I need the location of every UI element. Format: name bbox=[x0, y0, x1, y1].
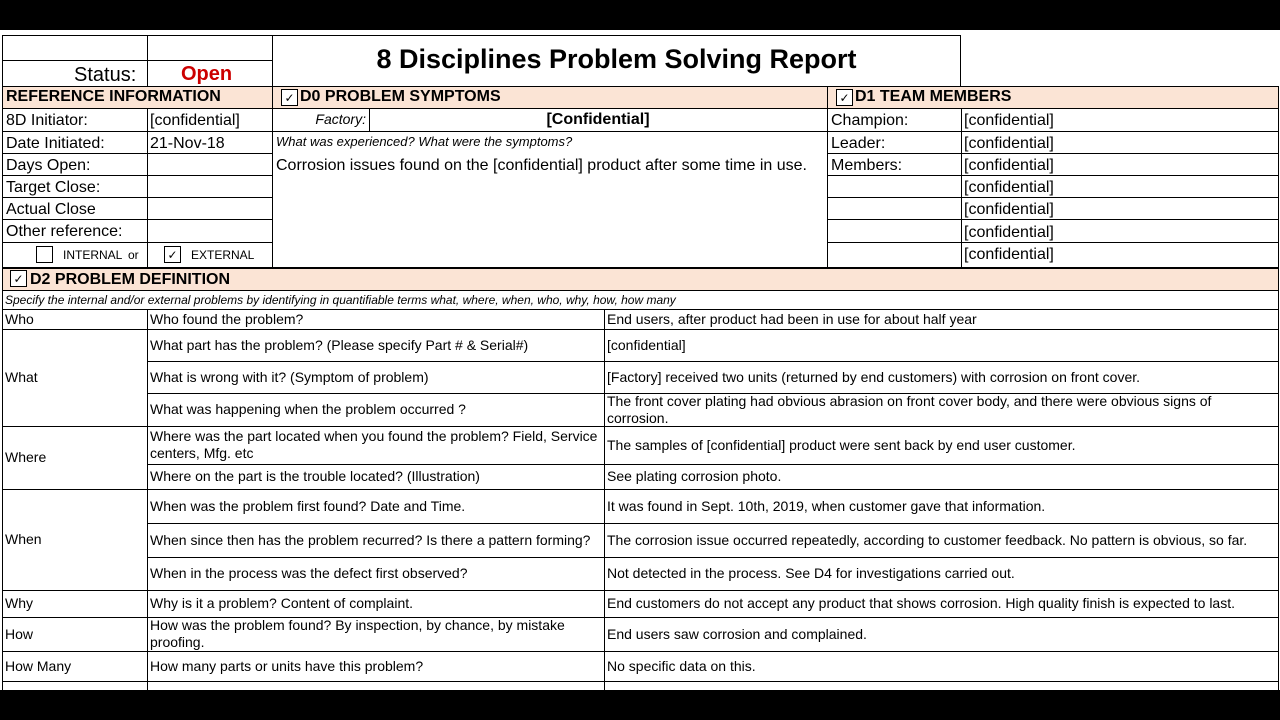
d2-question-when-recurred: When since then has the problem recurred? Is there a pattern forming? bbox=[150, 531, 591, 548]
grid-line bbox=[961, 108, 962, 268]
grid-line bbox=[827, 175, 1278, 176]
d0-symptoms-text[interactable]: Corrosion issues found on the [confidential] product after some time in use. bbox=[276, 157, 807, 174]
grid-line bbox=[147, 361, 1278, 362]
grid-line bbox=[2, 86, 1278, 87]
d1-value-member-3[interactable]: [confidential] bbox=[964, 201, 1054, 218]
factory-value[interactable]: [Confidential] bbox=[546, 111, 650, 128]
grid-line bbox=[147, 393, 1278, 394]
grid-line bbox=[2, 617, 1278, 618]
ref-value-date-initiated[interactable]: 21-Nov-18 bbox=[150, 135, 225, 152]
d2-question-what-wrong: What is wrong with it? (Symptom of problem) bbox=[150, 368, 429, 385]
d2-question-what-happening: What was happening when the problem occurred ? bbox=[150, 401, 466, 417]
internal-label: INTERNAL bbox=[63, 248, 123, 262]
grid-line bbox=[2, 242, 272, 243]
grid-line bbox=[2, 651, 1278, 652]
report-title: 8 Disciplines Problem Solving Report bbox=[376, 44, 857, 74]
d2-question-when-first-found: When was the problem first found? Date and Time. bbox=[150, 497, 466, 514]
grid-line bbox=[147, 309, 148, 690]
status-value: Open bbox=[181, 63, 233, 85]
grid-line bbox=[2, 60, 272, 61]
d1-value-leader[interactable]: [confidential] bbox=[964, 135, 1054, 152]
grid-line bbox=[2, 681, 1278, 682]
d2-group-where: Where bbox=[5, 449, 47, 465]
d1-value-member-1[interactable]: [confidential] bbox=[964, 157, 1054, 174]
d1-value-champion[interactable]: [confidential] bbox=[964, 112, 1054, 129]
grid-line bbox=[147, 523, 1278, 524]
status-label: Status: bbox=[74, 64, 137, 86]
ref-label-days-open: Days Open: bbox=[6, 157, 91, 174]
external-checkbox[interactable]: ✓ bbox=[164, 246, 181, 263]
grid-line bbox=[2, 426, 1278, 427]
grid-line bbox=[604, 309, 605, 690]
grid-line bbox=[272, 35, 273, 86]
grid-line bbox=[2, 267, 1278, 269]
ref-label-initiator: 8D Initiator: bbox=[6, 112, 88, 129]
grid-line bbox=[2, 489, 1278, 490]
d2-group-who: Who bbox=[5, 310, 34, 327]
d2-question-where-located: Where was the part located when you found the problem? Field, Service centers, Mfg. etc bbox=[150, 428, 598, 461]
d1-value-member-5[interactable]: [confidential] bbox=[964, 246, 1054, 263]
grid-line bbox=[2, 590, 1278, 591]
d2-answer-when-observed[interactable]: Not detected in the process. See D4 for investigations carried out. bbox=[607, 565, 1015, 581]
grid-line bbox=[960, 35, 961, 86]
d2-answer-how-found[interactable]: End users saw corrosion and complained. bbox=[607, 625, 867, 642]
d2-answer-who-found[interactable]: End users, after product had been in use for about half year bbox=[607, 310, 977, 327]
external-label: EXTERNAL bbox=[191, 248, 255, 262]
d2-group-when: When bbox=[5, 531, 42, 547]
d2-answer-where-on-part[interactable]: See plating corrosion photo. bbox=[607, 468, 782, 484]
d2-answer-what-happening[interactable]: The front cover plating had obvious abrasion on front cover body, and there were obvious signs of corrosion. bbox=[607, 392, 1212, 426]
d2-group-how: How bbox=[5, 625, 34, 642]
d2-answer-where-located[interactable]: The samples of [confidential] product were sent back by end user customer. bbox=[607, 436, 1076, 453]
grid-line bbox=[147, 108, 148, 268]
grid-line bbox=[2, 131, 272, 132]
d0-question: What was experienced? What were the symptoms? bbox=[276, 134, 573, 149]
ref-label-other-reference: Other reference: bbox=[6, 223, 123, 240]
internal-checkbox[interactable] bbox=[36, 246, 53, 263]
d2-group-what: What bbox=[5, 369, 38, 385]
d2-answer-what-part[interactable]: [confidential] bbox=[607, 336, 686, 353]
d2-group-why: Why bbox=[5, 595, 33, 611]
d2-checkbox[interactable]: ✓ bbox=[10, 270, 27, 287]
d1-label-leader: Leader: bbox=[831, 135, 886, 152]
grid-line bbox=[2, 175, 272, 176]
ref-label-date-initiated: Date Initiated: bbox=[6, 135, 105, 152]
grid-line bbox=[827, 219, 1278, 220]
d2-answer-when-recurred[interactable]: The corrosion issue occurred repeatedly, according to customer feedback. No pattern is obvious, so far. bbox=[607, 531, 1248, 548]
ref-label-actual-close: Actual Close bbox=[6, 201, 96, 218]
grid-line bbox=[272, 86, 273, 268]
grid-line bbox=[827, 131, 1278, 132]
d1-label-champion: Champion: bbox=[831, 112, 909, 129]
grid-line bbox=[147, 557, 1278, 558]
d2-answer-why[interactable]: End customers do not accept any product that shows corrosion. High quality finish is expected to last. bbox=[607, 595, 1235, 611]
reference-heading: REFERENCE INFORMATION bbox=[6, 88, 221, 105]
grid-line bbox=[272, 131, 827, 132]
grid-line bbox=[2, 153, 272, 154]
or-label: or bbox=[128, 248, 139, 262]
grid-line bbox=[147, 464, 1278, 465]
d1-checkbox[interactable]: ✓ bbox=[836, 89, 853, 106]
d2-question-how-found: How was the problem found? By inspection, by chance, by mistake proofing. bbox=[150, 617, 565, 650]
grid-line bbox=[827, 197, 1278, 198]
d2-answer-when-first-found[interactable]: It was found in Sept. 10th, 2019, when customer gave that information. bbox=[607, 497, 1046, 514]
d2-question-where-on-part: Where on the part is the trouble located? (Illustration) bbox=[150, 468, 480, 484]
grid-line bbox=[1278, 86, 1279, 690]
grid-line bbox=[2, 309, 1278, 310]
d2-instruction: Specify the internal and/or external problems by identifying in quantifiable terms what, where, when, who, why, how, how many bbox=[5, 293, 676, 307]
grid-line bbox=[2, 290, 1278, 291]
grid-line bbox=[827, 153, 1278, 154]
grid-line bbox=[2, 108, 1278, 109]
grid-line bbox=[2, 219, 272, 220]
d0-checkbox[interactable]: ✓ bbox=[281, 89, 298, 106]
d2-answer-how-many[interactable]: No specific data on this. bbox=[607, 657, 756, 674]
d2-question-who-found: Who found the problem? bbox=[150, 310, 304, 327]
d2-question-why: Why is it a problem? Content of complaint. bbox=[150, 595, 414, 611]
grid-line bbox=[827, 242, 1278, 243]
d2-question-what-part: What part has the problem? (Please specify Part # & Serial#) bbox=[150, 336, 529, 353]
d1-heading: D1 TEAM MEMBERS bbox=[855, 88, 1012, 105]
ref-label-target-close: Target Close: bbox=[6, 179, 101, 196]
grid-line bbox=[827, 86, 828, 268]
d1-label-members: Members: bbox=[831, 157, 903, 174]
ref-value-initiator[interactable]: [confidential] bbox=[150, 112, 240, 129]
d1-value-member-2[interactable]: [confidential] bbox=[964, 179, 1054, 196]
d2-question-when-observed: When in the process was the defect first observed? bbox=[150, 565, 468, 581]
d2-group-how-many: How Many bbox=[5, 657, 72, 674]
grid-line bbox=[2, 329, 1278, 330]
grid-line bbox=[2, 35, 960, 36]
d2-heading: D2 PROBLEM DEFINITION bbox=[30, 271, 231, 288]
factory-label: Factory: bbox=[315, 111, 366, 127]
report-sheet bbox=[0, 30, 1280, 690]
d2-answer-what-wrong[interactable]: [Factory] received two units (returned by end customers) with corrosion on front cover. bbox=[607, 368, 1141, 385]
d1-value-member-4[interactable]: [confidential] bbox=[964, 224, 1054, 241]
d0-heading: D0 PROBLEM SYMPTOMS bbox=[300, 88, 501, 105]
grid-line bbox=[369, 108, 370, 131]
grid-line bbox=[2, 35, 3, 690]
d2-question-how-many: How many parts or units have this problem? bbox=[150, 657, 424, 674]
grid-line bbox=[2, 197, 272, 198]
